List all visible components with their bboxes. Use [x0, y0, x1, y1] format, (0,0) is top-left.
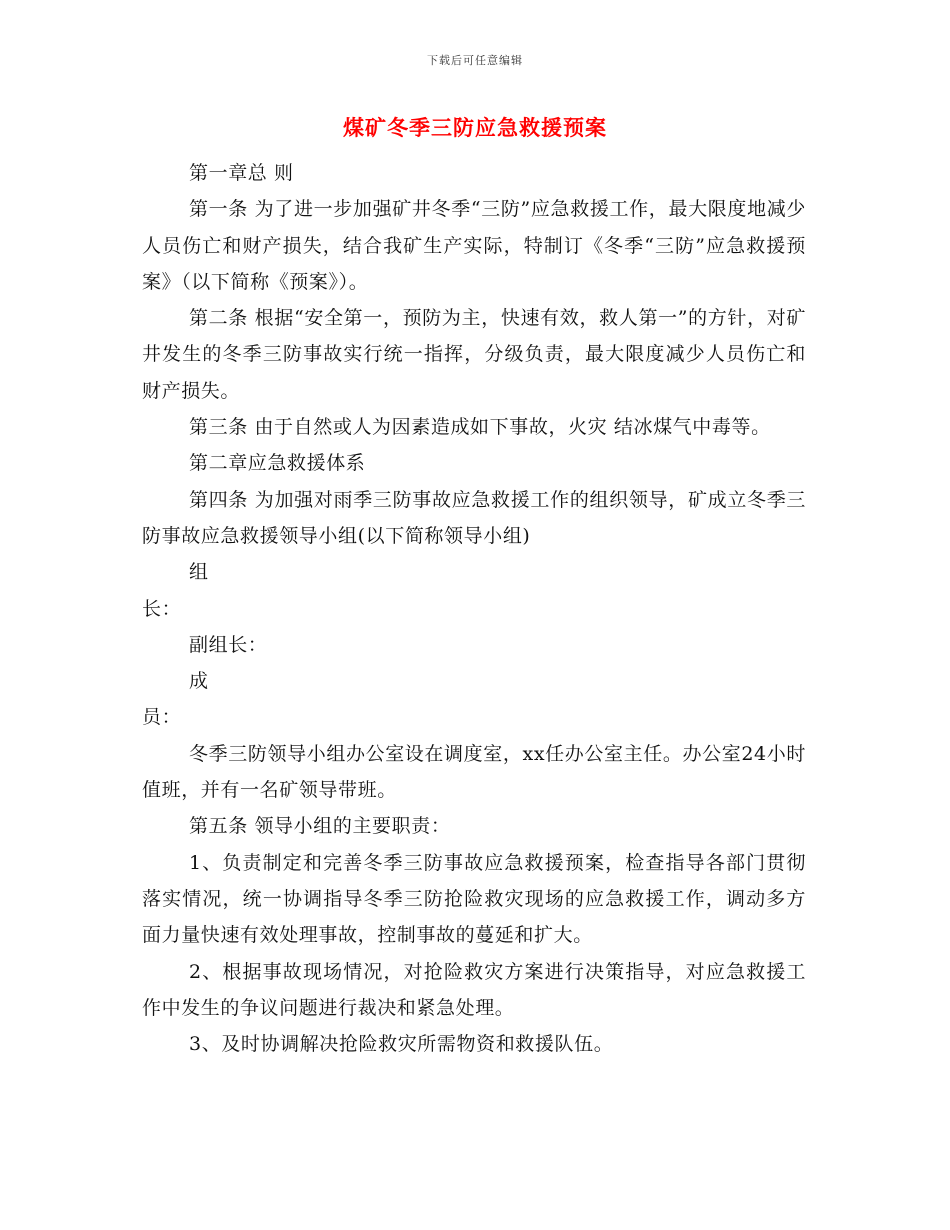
document-body: [142, 155, 806, 1062]
article-4: 第四条 为加强对雨季三防事故应急救援工作的组织领导，矿成立冬季三防事故应急救援领导小组(以下简称领导小组): [142, 488, 806, 547]
header-note: 下载后可任意编辑: [427, 54, 523, 67]
team-leader-line: 组长：: [142, 561, 209, 620]
duty-item-1: 1、负责制定和完善冬季三防事故应急救援预案，检查指导各部门贯彻落实情况，统一协调指导冬季三防抢险救灾现场的应急救援工作，调动多方面力量快速有效处理事故，控制事故的蔓延和扩大。: [142, 851, 806, 947]
duty-item-3: 3、及时协调解决抢险救灾所需物资和救援队伍。: [189, 1033, 614, 1056]
article-5: 第五条 领导小组的主要职责：: [189, 815, 451, 838]
chapter-heading-1: 第一章总 则: [189, 162, 294, 184]
members-line: 成员：: [142, 670, 209, 729]
article-2: 第二条 根据“安全第一，预防为主，快速有效，救人第一”的方针，对矿井发生的冬季三防事故实行统一指挥，分级负责，最大限度减少人员伤亡和财产损失。: [142, 307, 806, 402]
document-title: 煤矿冬季三防应急救援预案: [343, 115, 607, 140]
chapter-heading-2: 第二章应急救援体系: [189, 452, 366, 475]
office-paragraph: 冬季三防领导小组办公室设在调度室，xx任办公室主任。办公室24小时值班，并有一名矿领导带班。: [142, 742, 806, 802]
article-1: 第一条 为了进一步加强矿井冬季“三防”应急救援工作，最大限度地减少人员伤亡和财产损失，结合我矿生产实际，特制订《冬季“三防”应急救援预案》（以下简称《预案》）。: [142, 198, 806, 293]
deputy-leader-line: 副组长：: [189, 633, 268, 656]
duty-item-2: 2、根据事故现场情况，对抢险救灾方案进行决策指导，对应急救援工作中发生的争议问题进行裁决和紧急处理。: [142, 960, 806, 1019]
article-3: 第三条 由于自然或人为因素造成如下事故，火灾 结冰煤气中毒等。: [189, 416, 771, 439]
